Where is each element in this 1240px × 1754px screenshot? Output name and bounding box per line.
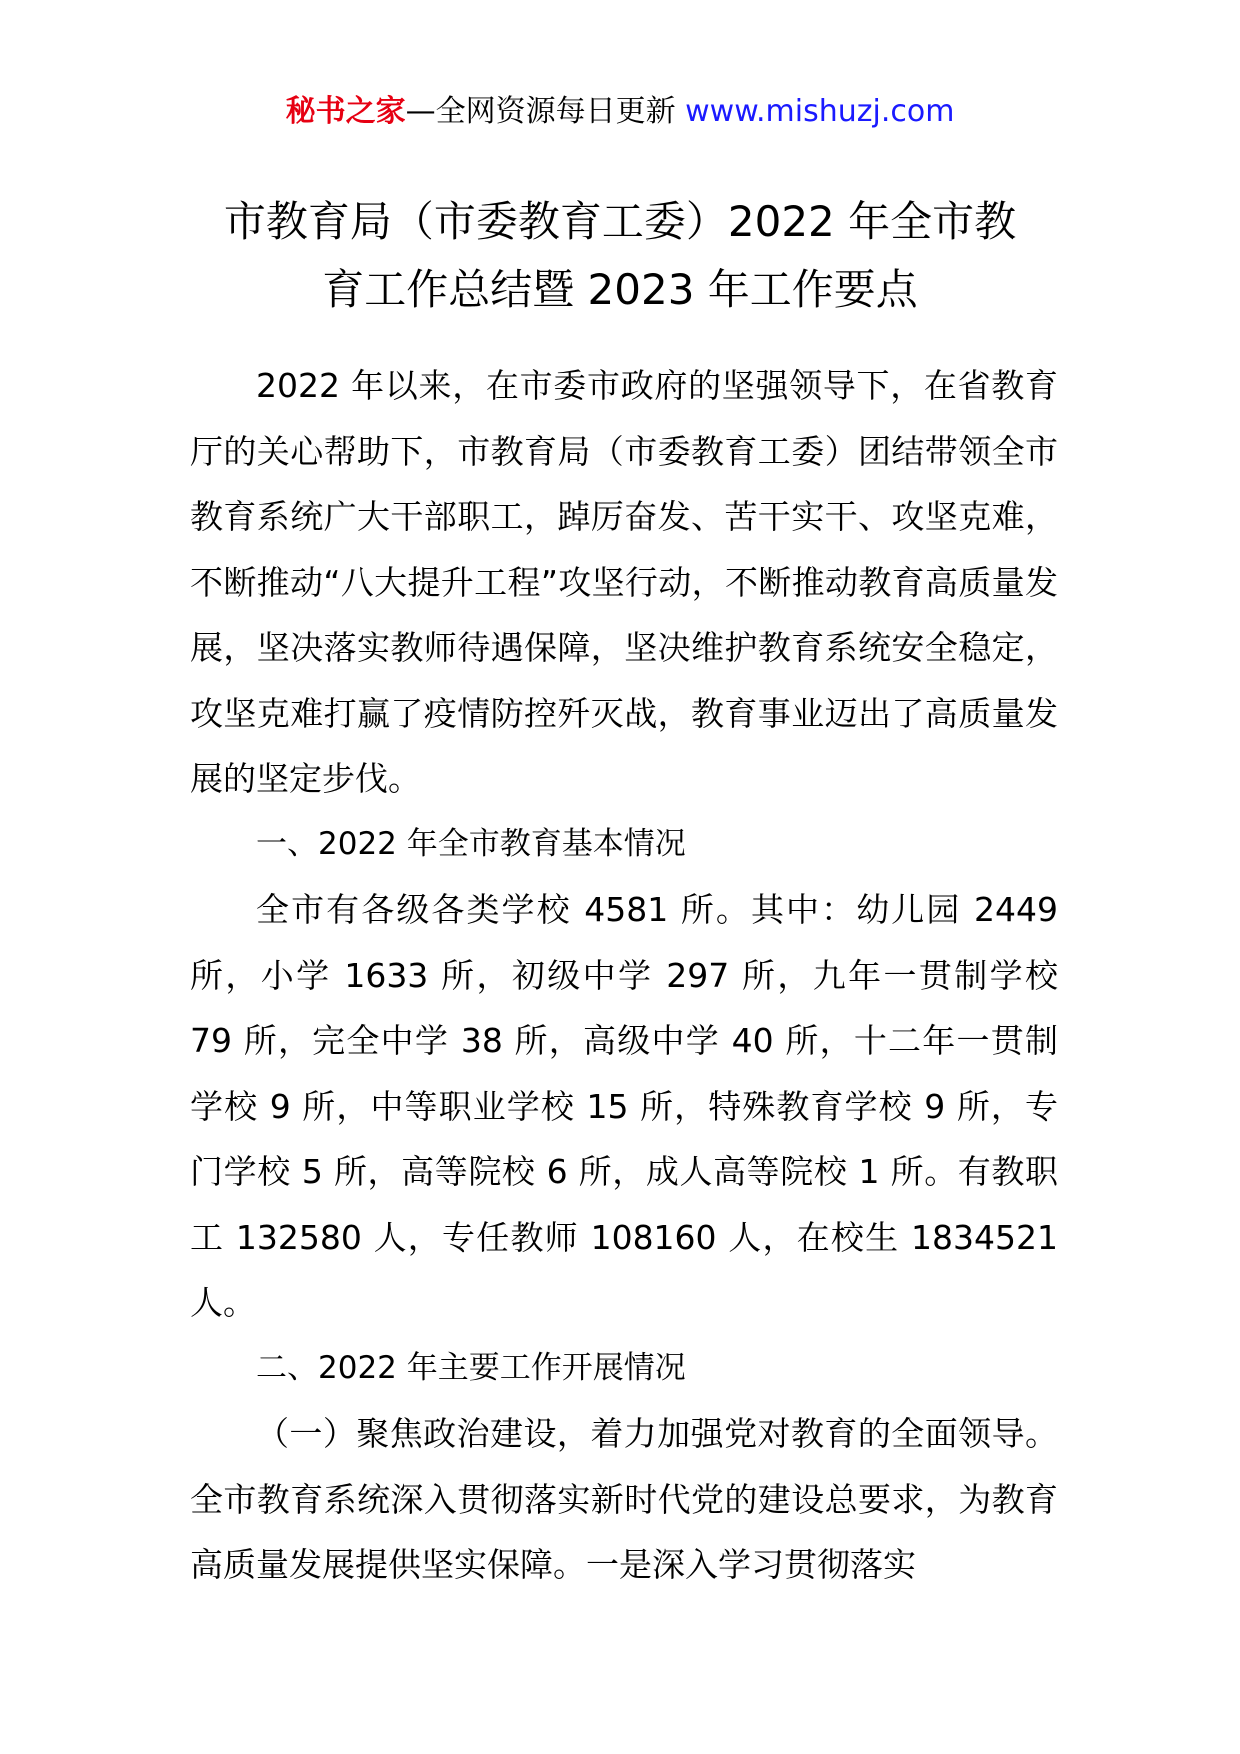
document-title <box>150 188 1090 324</box>
header-slogan: —全网资源每日更新 <box>405 94 686 129</box>
document-body <box>190 353 1058 1598</box>
title-line-2: 育工作总结暨 2023 年工作要点 <box>322 265 918 315</box>
site-header <box>0 92 1240 132</box>
section-2-heading: 二、2022 年主要工作开展情况 <box>256 1349 686 1386</box>
section-2-paragraph: （一）聚焦政治建设，着力加强党对教育的全面领导。全市教育系统深入贯彻落实新时代党的建设总要求，为教育高质量发展提供坚实保障。一是深入学习贯彻落实 <box>190 1414 1058 1584</box>
site-url-link[interactable]: www.mishuzj.com <box>685 94 955 129</box>
title-line-1: 市教育局（市委教育工委）2022 年全市教 <box>223 197 1017 247</box>
intro-paragraph: 2022 年以来，在市委市政府的坚强领导下，在省教育厅的关心帮助下，市教育局（市委教育工委）团结带领全市教育系统广大干部职工，踔厉奋发、苦干实干、攻坚克难，不断推动“八大提升工程”攻坚行动，不断推动教育高质量发展，坚决落实教师待遇保障，坚决维护教育系统安全稳定，攻坚克难打赢了疫情防控歼灭战，教育事业迈出了高质量发展的坚定步伐。 <box>190 366 1058 798</box>
brand-name: 秘书之家 <box>285 94 406 129</box>
section-1-heading: 一、2022 年全市教育基本情况 <box>256 825 686 862</box>
section-1-paragraph: 全市有各级各类学校 4581 所。其中：幼儿园 2449 所，小学 1633 所，初级中学 297 所，九年一贯制学校 79 所，完全中学 38 所，高级中学 40 所，十二年一贯制学校 9 所，中等职业学校 15 所，特殊教育学校 9 所，专门学校 5 所，高等院校 6 所，成人高等院校 1 所。有教职工 132580 人，专任教师 108160 人，在校生 1834521 人。 <box>190 890 1058 1322</box>
